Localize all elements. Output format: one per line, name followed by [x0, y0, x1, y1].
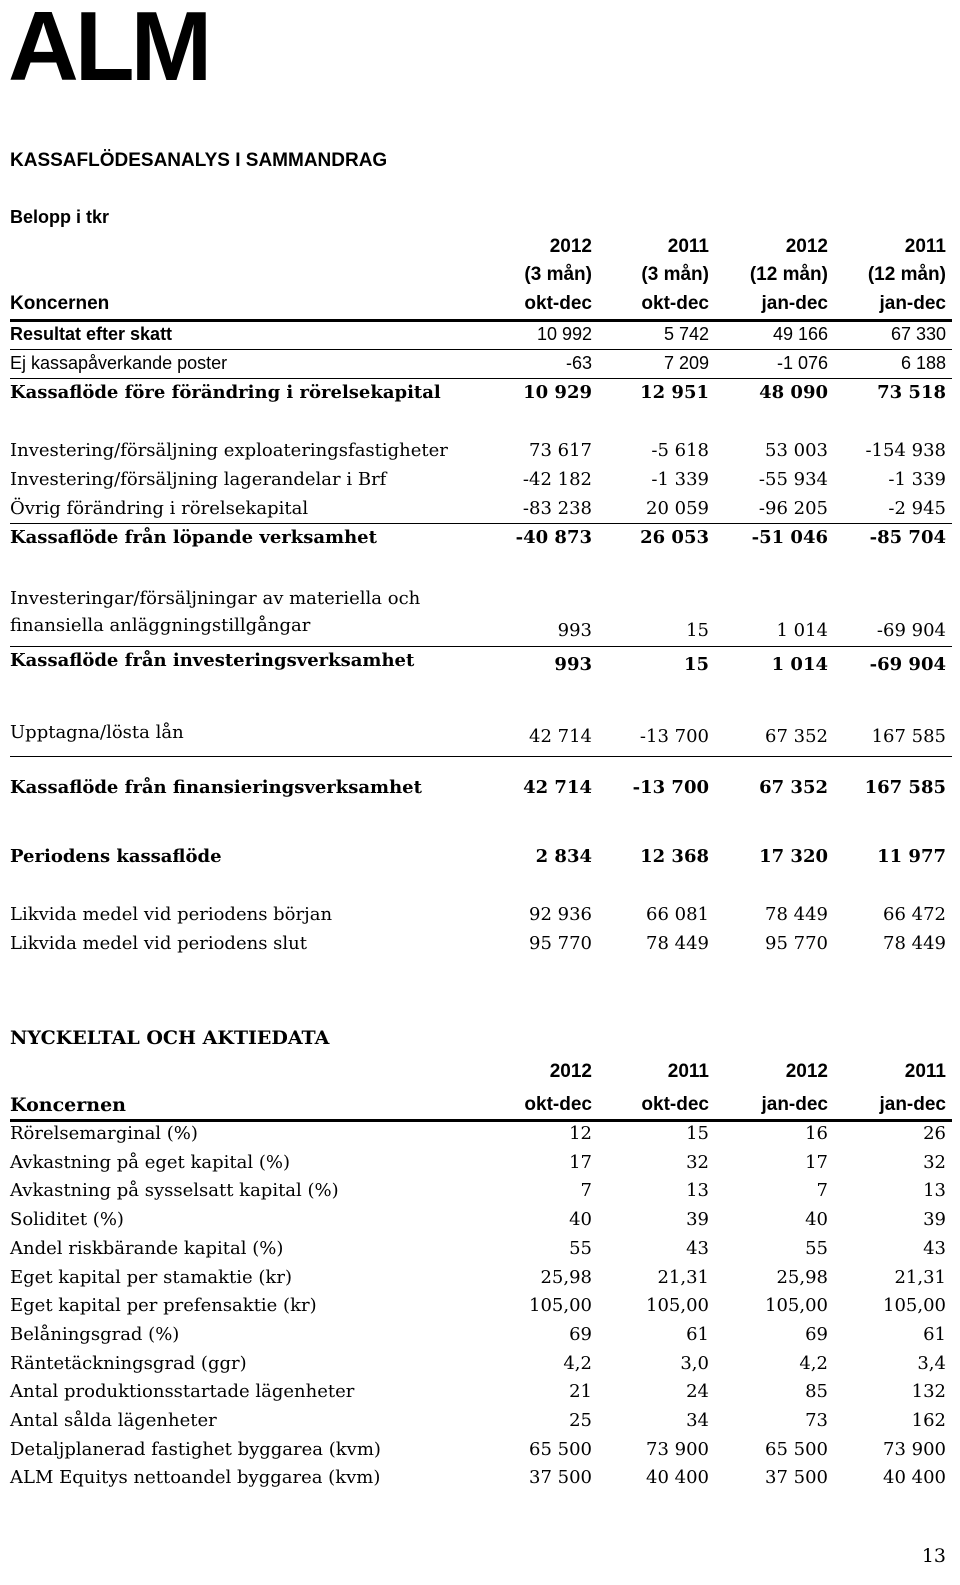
row-value: -85 704	[869, 527, 946, 548]
row-label-line2: finansiella anläggningstillgångar	[10, 615, 311, 636]
cf-group-label: Koncernen	[10, 293, 110, 314]
table-row	[10, 1238, 952, 1266]
row-rule	[10, 349, 952, 350]
table-row	[10, 933, 952, 961]
kf-period-3: jan-dec	[761, 1094, 828, 1115]
row-value: 39	[686, 1209, 709, 1231]
row-label: Likvida medel vid periodens början	[10, 904, 333, 925]
row-label: Investering/försäljning lagerandelar i Brf	[10, 469, 387, 490]
row-value: 34	[686, 1410, 709, 1431]
row-value: 25,98	[776, 1266, 828, 1288]
row-value: 12 368	[640, 846, 709, 867]
row-rule	[10, 756, 952, 757]
kf-year-2: 2011	[667, 1061, 709, 1082]
row-label: Rörelsemarginal (%)	[10, 1123, 198, 1144]
row-value: 73 900	[646, 1438, 709, 1460]
cf-len-1: (3 mån)	[524, 264, 592, 285]
row-value: 167 585	[864, 777, 946, 798]
row-label: Periodens kassaflöde	[10, 846, 222, 867]
row-value: -1 339	[651, 469, 709, 490]
row-value: 66 472	[883, 904, 946, 925]
row-value: 4,2	[563, 1352, 592, 1374]
row-label: Soliditet (%)	[10, 1209, 124, 1231]
row-value: 40 400	[646, 1467, 709, 1489]
row-value: 2 834	[535, 846, 592, 867]
row-rule	[10, 523, 952, 524]
row-value: 78 449	[646, 933, 709, 954]
row-label: Upptagna/lösta lån	[10, 722, 184, 743]
table-row	[10, 1353, 952, 1381]
row-value: 17	[805, 1151, 828, 1173]
row-value: 993	[557, 620, 592, 641]
row-value: 7	[816, 1180, 828, 1202]
table-row	[10, 904, 952, 932]
row-value: -2 945	[888, 498, 946, 519]
row-label: Detaljplanerad fastighet byggarea (kvm)	[10, 1438, 381, 1460]
row-label: Avkastning på sysselsatt kapital (%)	[10, 1180, 339, 1202]
row-label: Antal produktionsstartade lägenheter	[10, 1381, 355, 1403]
kf-period-2: okt-dec	[641, 1094, 709, 1115]
table-row	[10, 1439, 952, 1467]
row-value: 105,00	[646, 1295, 709, 1317]
keyfigures-title: NYCKELTAL OCH AKTIEDATA	[10, 1027, 330, 1049]
row-value: 17 320	[759, 846, 828, 867]
table-row	[10, 1324, 952, 1352]
table-row	[10, 846, 952, 874]
table-row	[10, 1267, 952, 1295]
row-value: 65 500	[529, 1438, 592, 1460]
table-row	[10, 1467, 952, 1495]
row-label: Investeringar/försäljningar av materiella och	[10, 588, 421, 609]
row-value: -69 904	[876, 620, 946, 641]
row-value: -55 934	[758, 469, 828, 490]
table-row	[10, 498, 952, 526]
row-value: 37 500	[529, 1467, 592, 1489]
row-value: 32	[923, 1151, 946, 1173]
row-value: 1 014	[776, 620, 828, 641]
row-value: 61	[923, 1323, 946, 1345]
cf-period-1: okt-dec	[524, 293, 592, 314]
table-row	[10, 469, 952, 497]
row-label: Avkastning på eget kapital (%)	[10, 1151, 291, 1173]
row-value: 12	[569, 1123, 592, 1144]
row-label: Ej kassapåverkande poster	[10, 353, 228, 373]
kf-year-1: 2012	[549, 1061, 592, 1082]
table-row	[10, 1410, 952, 1438]
cf-year-1: 2012	[549, 236, 592, 257]
row-value: -1 076	[776, 353, 828, 373]
row-value: 21,31	[657, 1266, 709, 1288]
row-value: 3,4	[917, 1352, 946, 1374]
row-value: 10 929	[523, 382, 592, 403]
row-value: 78 449	[883, 933, 946, 954]
row-value: 85	[805, 1381, 828, 1403]
row-value: 69	[569, 1323, 592, 1345]
row-value: 55	[805, 1237, 828, 1259]
cf-len-2: (3 mån)	[641, 264, 709, 285]
kf-year-3: 2012	[785, 1061, 828, 1082]
row-value: 67 352	[765, 726, 828, 747]
row-value: -13 700	[632, 777, 709, 798]
row-label: Kassaflöde från finansieringsverksamhet	[10, 777, 422, 798]
row-value: 13	[686, 1180, 709, 1202]
cashflow-title: KASSAFLÖDESANALYS I SAMMANDRAG	[10, 150, 388, 171]
row-label: Belåningsgrad (%)	[10, 1323, 180, 1345]
row-value: 40 400	[883, 1467, 946, 1489]
row-value: 105,00	[883, 1295, 946, 1317]
row-value: 5 742	[663, 324, 709, 344]
row-value: 162	[911, 1410, 946, 1431]
table-row	[10, 1123, 952, 1151]
row-value: 78 449	[765, 904, 828, 925]
row-value: -51 046	[751, 527, 828, 548]
row-value: -69 904	[869, 654, 946, 675]
cf-year-4: 2011	[904, 236, 946, 257]
row-value: 92 936	[529, 904, 592, 925]
row-value: -63	[565, 353, 592, 373]
cf-len-3: (12 mån)	[749, 264, 828, 285]
row-value: 1 014	[771, 654, 828, 675]
row-label: Likvida medel vid periodens slut	[10, 933, 307, 954]
row-value: 65 500	[765, 1438, 828, 1460]
row-value: 105,00	[529, 1295, 592, 1317]
row-value: 37 500	[765, 1467, 828, 1489]
row-label: Kassaflöde från investeringsverksamhet	[10, 650, 415, 671]
table-row	[10, 650, 952, 678]
row-value: 11 977	[877, 846, 946, 867]
row-value: 105,00	[765, 1295, 828, 1317]
row-value: 10 992	[536, 324, 592, 344]
row-value: -13 700	[639, 726, 709, 747]
row-label: Resultat efter skatt	[10, 324, 173, 344]
table-row	[10, 1180, 952, 1208]
row-label: Övrig förändring i rörelsekapital	[10, 498, 309, 519]
table-row	[10, 1152, 952, 1180]
table-row	[10, 1295, 952, 1323]
table-row	[10, 527, 952, 555]
cf-header-rule	[10, 319, 952, 322]
row-value: 95 770	[765, 933, 828, 954]
row-value: 15	[686, 620, 709, 641]
row-value: 20 059	[646, 498, 709, 519]
alm-logo-text: ALM	[8, 4, 209, 86]
row-value: 95 770	[529, 933, 592, 954]
row-label: Kassaflöde före förändring i rörelsekapital	[10, 382, 441, 403]
row-value: 43	[686, 1237, 709, 1259]
row-value: -83 238	[522, 498, 592, 519]
cf-year-3: 2012	[785, 236, 828, 257]
row-value: 73	[805, 1410, 828, 1431]
row-value: 167 585	[871, 726, 946, 747]
row-value: 4,2	[799, 1352, 828, 1374]
row-value: 6 188	[900, 353, 946, 373]
row-value: 32	[686, 1151, 709, 1173]
row-value: 61	[686, 1323, 709, 1345]
row-value: 25,98	[540, 1266, 592, 1288]
row-label: Eget kapital per prefensaktie (kr)	[10, 1295, 317, 1317]
cf-year-2: 2011	[667, 236, 709, 257]
row-value: 12 951	[640, 382, 709, 403]
alm-logo	[6, 4, 236, 86]
row-label: Räntetäckningsgrad (ggr)	[10, 1352, 247, 1374]
row-value: 26 053	[640, 527, 709, 548]
row-label: Investering/försäljning exploateringsfastigheter	[10, 440, 448, 461]
row-value: 40	[805, 1209, 828, 1231]
row-value: 3,0	[680, 1352, 709, 1374]
row-value: 993	[554, 654, 592, 675]
table-row	[10, 722, 952, 750]
row-label: Eget kapital per stamaktie (kr)	[10, 1266, 292, 1288]
row-value: 13	[923, 1180, 946, 1202]
cf-period-4: jan-dec	[879, 293, 946, 314]
row-value: 53 003	[765, 440, 828, 461]
row-value: 55	[569, 1237, 592, 1259]
row-value: 26	[923, 1123, 946, 1144]
row-value: 7	[580, 1180, 592, 1202]
row-value: 15	[686, 1123, 709, 1144]
row-value: -5 618	[651, 440, 709, 461]
row-rule	[10, 378, 952, 379]
row-rule	[10, 646, 952, 647]
kf-period-1: okt-dec	[524, 1094, 592, 1115]
row-label: Kassaflöde från löpande verksamhet	[10, 527, 377, 548]
row-value: 49 166	[772, 324, 828, 344]
table-row	[10, 440, 952, 468]
table-row	[10, 382, 952, 410]
row-value: -96 205	[758, 498, 828, 519]
cf-period-2: okt-dec	[641, 293, 709, 314]
row-value: -40 873	[515, 527, 592, 548]
table-row	[10, 1209, 952, 1237]
row-value: 42 714	[529, 726, 592, 747]
cashflow-subtitle: Belopp i tkr	[10, 207, 110, 227]
row-value: 21	[569, 1381, 592, 1403]
table-row	[10, 353, 952, 381]
row-value: 48 090	[759, 382, 828, 403]
row-value: -42 182	[522, 469, 592, 490]
row-value: -154 938	[865, 440, 946, 461]
table-row	[10, 324, 952, 352]
kf-period-4: jan-dec	[879, 1094, 946, 1115]
row-value: 17	[569, 1151, 592, 1173]
row-value: 25	[569, 1410, 592, 1431]
row-value: 43	[923, 1237, 946, 1259]
row-value: 67 330	[890, 324, 946, 344]
kf-year-4: 2011	[904, 1061, 946, 1082]
row-label: Andel riskbärande kapital (%)	[10, 1237, 284, 1259]
row-value: 69	[805, 1323, 828, 1345]
kf-header-rule	[10, 1119, 952, 1122]
row-value: 67 352	[759, 777, 828, 798]
table-row	[10, 1381, 952, 1409]
row-value: 15	[683, 654, 709, 675]
cf-len-4: (12 mån)	[867, 264, 946, 285]
cf-period-3: jan-dec	[761, 293, 828, 314]
kf-group-label: Koncernen	[10, 1094, 126, 1116]
row-value: 42 714	[523, 777, 592, 798]
row-label: ALM Equitys nettoandel byggarea (kvm)	[10, 1467, 381, 1489]
row-label: Antal sålda lägenheter	[10, 1410, 217, 1431]
row-value: 16	[805, 1123, 828, 1144]
row-value: 24	[686, 1381, 709, 1403]
row-value: -1 339	[888, 469, 946, 490]
row-value: 132	[911, 1381, 946, 1403]
table-row	[10, 588, 952, 644]
row-value: 73 617	[529, 440, 592, 461]
row-value: 39	[923, 1209, 946, 1231]
row-value: 73 900	[883, 1438, 946, 1460]
row-value: 21,31	[894, 1266, 946, 1288]
row-value: 7 209	[663, 353, 709, 373]
row-value: 66 081	[646, 904, 709, 925]
table-row	[10, 777, 952, 805]
row-value: 73 518	[877, 382, 946, 403]
page-number: 13	[921, 1545, 946, 1567]
row-value: 40	[569, 1209, 592, 1231]
